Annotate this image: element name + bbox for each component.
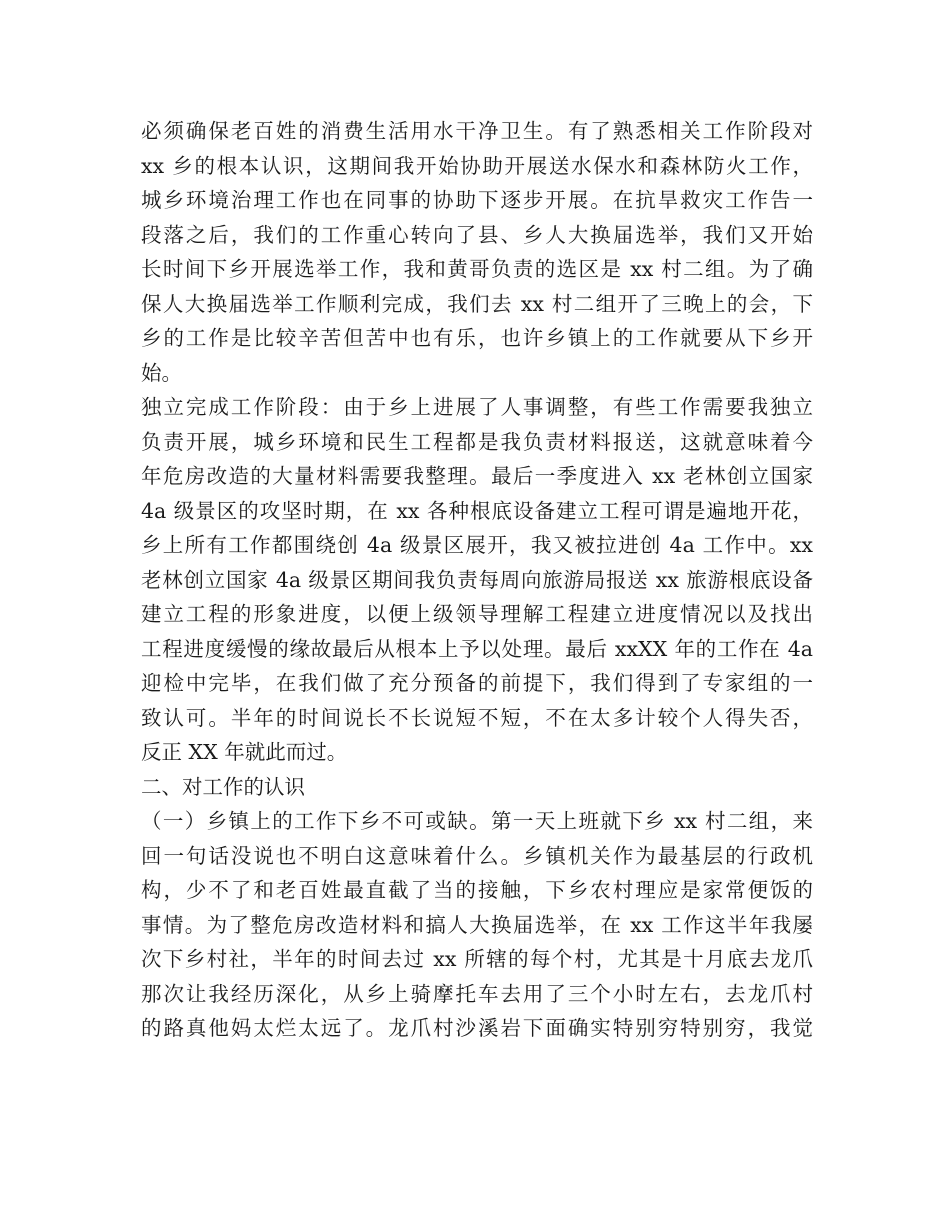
text-line: 负责开展，城乡环境和民生工程都是我负责材料报送，这就意味着今 xyxy=(141,429,813,454)
text-line: 致认可。半年的时间说长不长说短不短，不在太多计较个人得失否， xyxy=(141,705,813,730)
text-line: 保人大换届选举工作顺利完成，我们去 xx 村二组开了三晚上的会，下 xyxy=(141,291,813,316)
text-line: 事情。为了整危房改造材料和搞人大换届选举，在 xx 工作这半年我屡 xyxy=(141,912,813,937)
text-line: 建立工程的形象进度，以便上级领导理解工程建立进度情况以及找出 xyxy=(141,602,813,626)
text-line: 乡上所有工作都围绕创 4a 级景区展开，我又被拉进创 4a 工作中。xx xyxy=(141,533,813,557)
text-line: 迎检中完毕，在我们做了充分预备的前提下，我们得到了专家组的一 xyxy=(141,671,813,695)
text-line: 独立完成工作阶段：由于乡上进展了人事调整，有些工作需要我独立 xyxy=(141,395,813,419)
document-body xyxy=(141,114,813,1046)
text-line: 老林创立国家 4a 级景区期间我负责每周向旅游局报送 xx 旅游根底设备 xyxy=(141,567,813,592)
text-line: 构，少不了和老百姓最直截了当的接触，下乡农村理应是家常便饭的 xyxy=(141,878,813,902)
text-line: 必须确保老百姓的消费生活用水干净卫生。有了熟悉相关工作阶段对 xyxy=(141,119,813,143)
text-line: 年危房改造的大量材料需要我整理。最后一季度进入 xx 老林创立国家 xyxy=(141,464,813,488)
text-line: 回一句话没说也不明白这意味着什么。乡镇机关作为最基层的行政机 xyxy=(141,843,813,868)
text-line: 4a 级景区的攻坚时期，在 xx 各种根底设备建立工程可谓是遍地开花， xyxy=(141,498,813,523)
text-line: （一）乡镇上的工作下乡不可或缺。第一天上班就下乡 xx 村二组，来 xyxy=(141,809,813,833)
text-line: 长时间下乡开展选举工作，我和黄哥负责的选区是 xx 村二组。为了确 xyxy=(141,257,813,281)
text-line: 那次让我经历深化，从乡上骑摩托车去用了三个小时左右，去龙爪村 xyxy=(141,981,813,1006)
text-line: 次下乡村社，半年的时间去过 xx 所辖的每个村，尤其是十月底去龙爪 xyxy=(141,947,813,971)
text-line: 乡的工作是比较辛苦但苦中也有乐，也许乡镇上的工作就要从下乡开 xyxy=(141,326,813,350)
text-line: 始。 xyxy=(141,360,182,385)
text-line: 段落之后，我们的工作重心转向了县、乡人大换届选举，我们又开始 xyxy=(141,222,813,247)
text-line: 反正 XX 年就此而过。 xyxy=(141,740,348,764)
text-line: 的路真他妈太烂太远了。龙爪村沙溪岩下面确实特别穷特别穷，我觉 xyxy=(141,1016,813,1040)
text-line: 城乡环境治理工作也在同事的协助下逐步开展。在抗旱救灾工作告一 xyxy=(141,188,813,212)
text-line: xx 乡的根本认识，这期间我开始协助开展送水保水和森林防火工作， xyxy=(141,153,813,178)
text-line: 工程进度缓慢的缘故最后从根本上予以处理。最后 xxXX 年的工作在 4a xyxy=(141,636,813,661)
section-heading: 二、对工作的认识 xyxy=(141,774,305,799)
